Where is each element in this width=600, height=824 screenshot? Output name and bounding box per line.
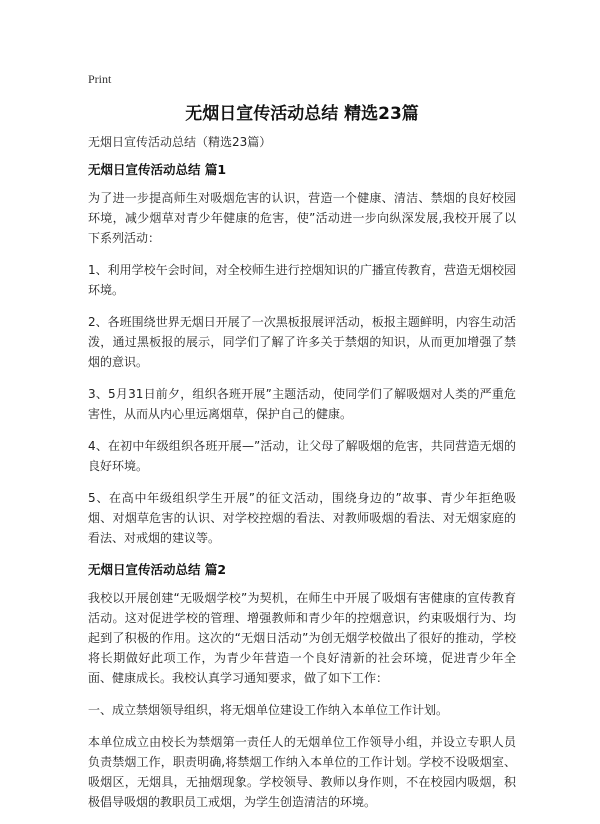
print-label: Print <box>88 72 112 86</box>
paragraph: 为了进一步提高师生对吸烟危害的认识，营造一个健康、清洁、禁烟的良好校园环境，减少烟草对青少年健康的危害，使”活动进一步向纵深发展,我校开展了以下系列活动： <box>88 191 516 245</box>
paragraph: 一、成立禁烟领导组织，将无烟单位建设工作纳入本单位工作计划。 <box>88 703 449 717</box>
paragraph: 我校以开展创建“无吸烟学校”为契机，在师生中开展了吸烟有害健康的宣传教育活动。这对促进学校的管理、增强教师和青少年的控烟意识，约束吸烟行为、均起到了积极的作用。这次的“无烟日活动”为创无烟学校做出了很好的推动，学校将长期做好此项工作，为青少年营造一个良好清新的社会环境，促进青少年全面、健康成长。我校认真学习通知要求，做了如下工作： <box>88 591 516 685</box>
paragraph: 5、在高中年级组织学生开展”的征文活动，围绕身边的”故事、青少年拒绝吸烟、对烟草危害的认识、对学校控烟的看法、对教师吸烟的看法、对无烟家庭的看法、对戒烟的建议等。 <box>88 491 516 545</box>
paragraph: 3、5月31日前夕，组织各班开展”主题活动，使同学们了解吸烟对人类的严重危害性，从而从内心里远离烟草，保护自己的健康。 <box>88 387 516 421</box>
section-heading: 无烟日宣传活动总结 篇2 <box>88 562 227 577</box>
paragraph: 4、在初中年级组织各班开展—”活动，让父母了解吸烟的危害，共同营造无烟的良好环境。 <box>88 439 516 473</box>
section-heading: 无烟日宣传活动总结 篇1 <box>88 162 227 177</box>
section-2 <box>88 560 516 812</box>
document-page <box>88 70 516 824</box>
document-title: 无烟日宣传活动总结 精选23篇 <box>185 104 419 124</box>
paragraph: 1、利用学校午会时间，对全校师生进行控烟知识的广播宣传教育，营造无烟校园环境。 <box>88 263 516 297</box>
paragraph: 2、各班围绕世界无烟日开展了一次黑板报展评活动，板报主题鲜明，内容生动活泼，通过黑板报的展示，同学们了解了许多关于禁烟的知识，从而更加增强了禁烟的意识。 <box>88 315 516 369</box>
document-subtitle: 无烟日宣传活动总结（精选23篇） <box>88 135 272 149</box>
section-1 <box>88 160 516 548</box>
paragraph: 本单位成立由校长为禁烟第一责任人的无烟单位工作领导小组，并设立专职人员负责禁烟工作，职责明确,将禁烟工作纳入本单位的工作计划。学校不设吸烟室、吸烟区，无烟具，无抽烟现象。学校领导、教师以身作则，不在校园内吸烟，积极倡导吸烟的教职员工戒烟，为学生创造清洁的环境。 <box>88 735 516 809</box>
